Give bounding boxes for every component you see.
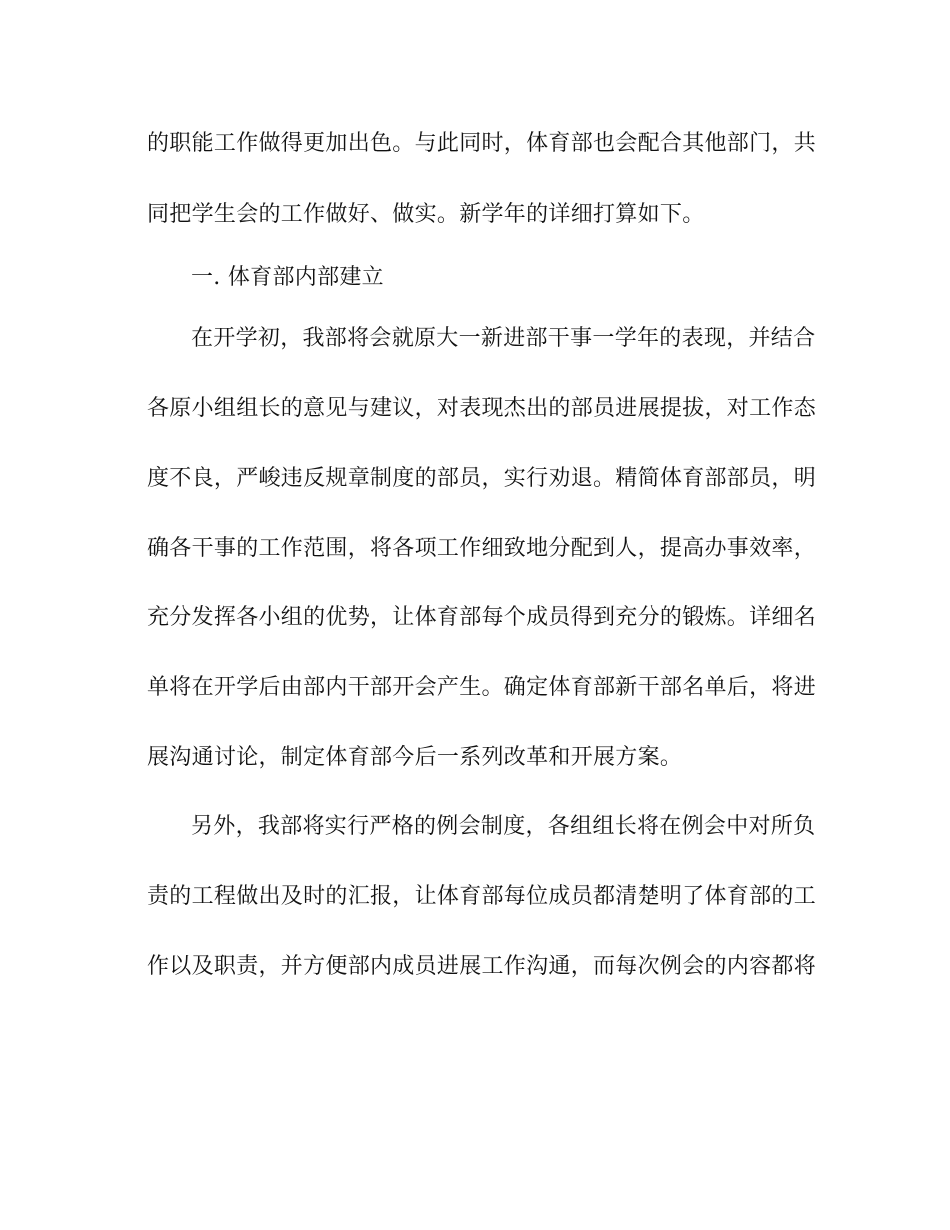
paragraph-line: 同把学生会的工作做好、做实。新学年的详细打算如下。 [147,202,705,227]
paragraph-line: 另外，我部将实行严格的例会制度，各组组长将在例会中对所负 [191,814,816,839]
paragraph-line: 责的工程做出及时的汇报，让体育部每位成员都清楚明了体育部的工 [147,884,817,909]
paragraph-line: 作以及职责，并方便部内成员进展工作沟通，而每次例会的内容都将 [147,954,817,979]
paragraph-line: 在开学初，我部将会就原大一新进部干事一学年的表现，并结合 [191,326,816,351]
paragraph-line: 单将在开学后由部内干部开会产生。确定体育部新干部名单后，将进 [147,675,817,700]
paragraph-line: 展沟通讨论，制定体育部今后一系列改革和开展方案。 [147,745,683,770]
paragraph-line: 确各干事的工作范围，将各项工作细致地分配到人，提高办事效率， [147,536,817,561]
paragraph-line: 度不良，严峻违反规章制度的部员，实行劝退。精简体育部部员，明 [147,466,817,491]
paragraph-line: 充分发挥各小组的优势，让体育部每个成员得到充分的锻炼。详细名 [147,605,817,630]
section-heading: 一. 体育部内部建立 [191,265,384,290]
paragraph-line: 各原小组组长的意见与建议，对表现杰出的部员进展提拔，对工作态 [147,396,817,421]
paragraph-line: 的职能工作做得更加出色。与此同时，体育部也会配合其他部门，共 [147,131,817,156]
